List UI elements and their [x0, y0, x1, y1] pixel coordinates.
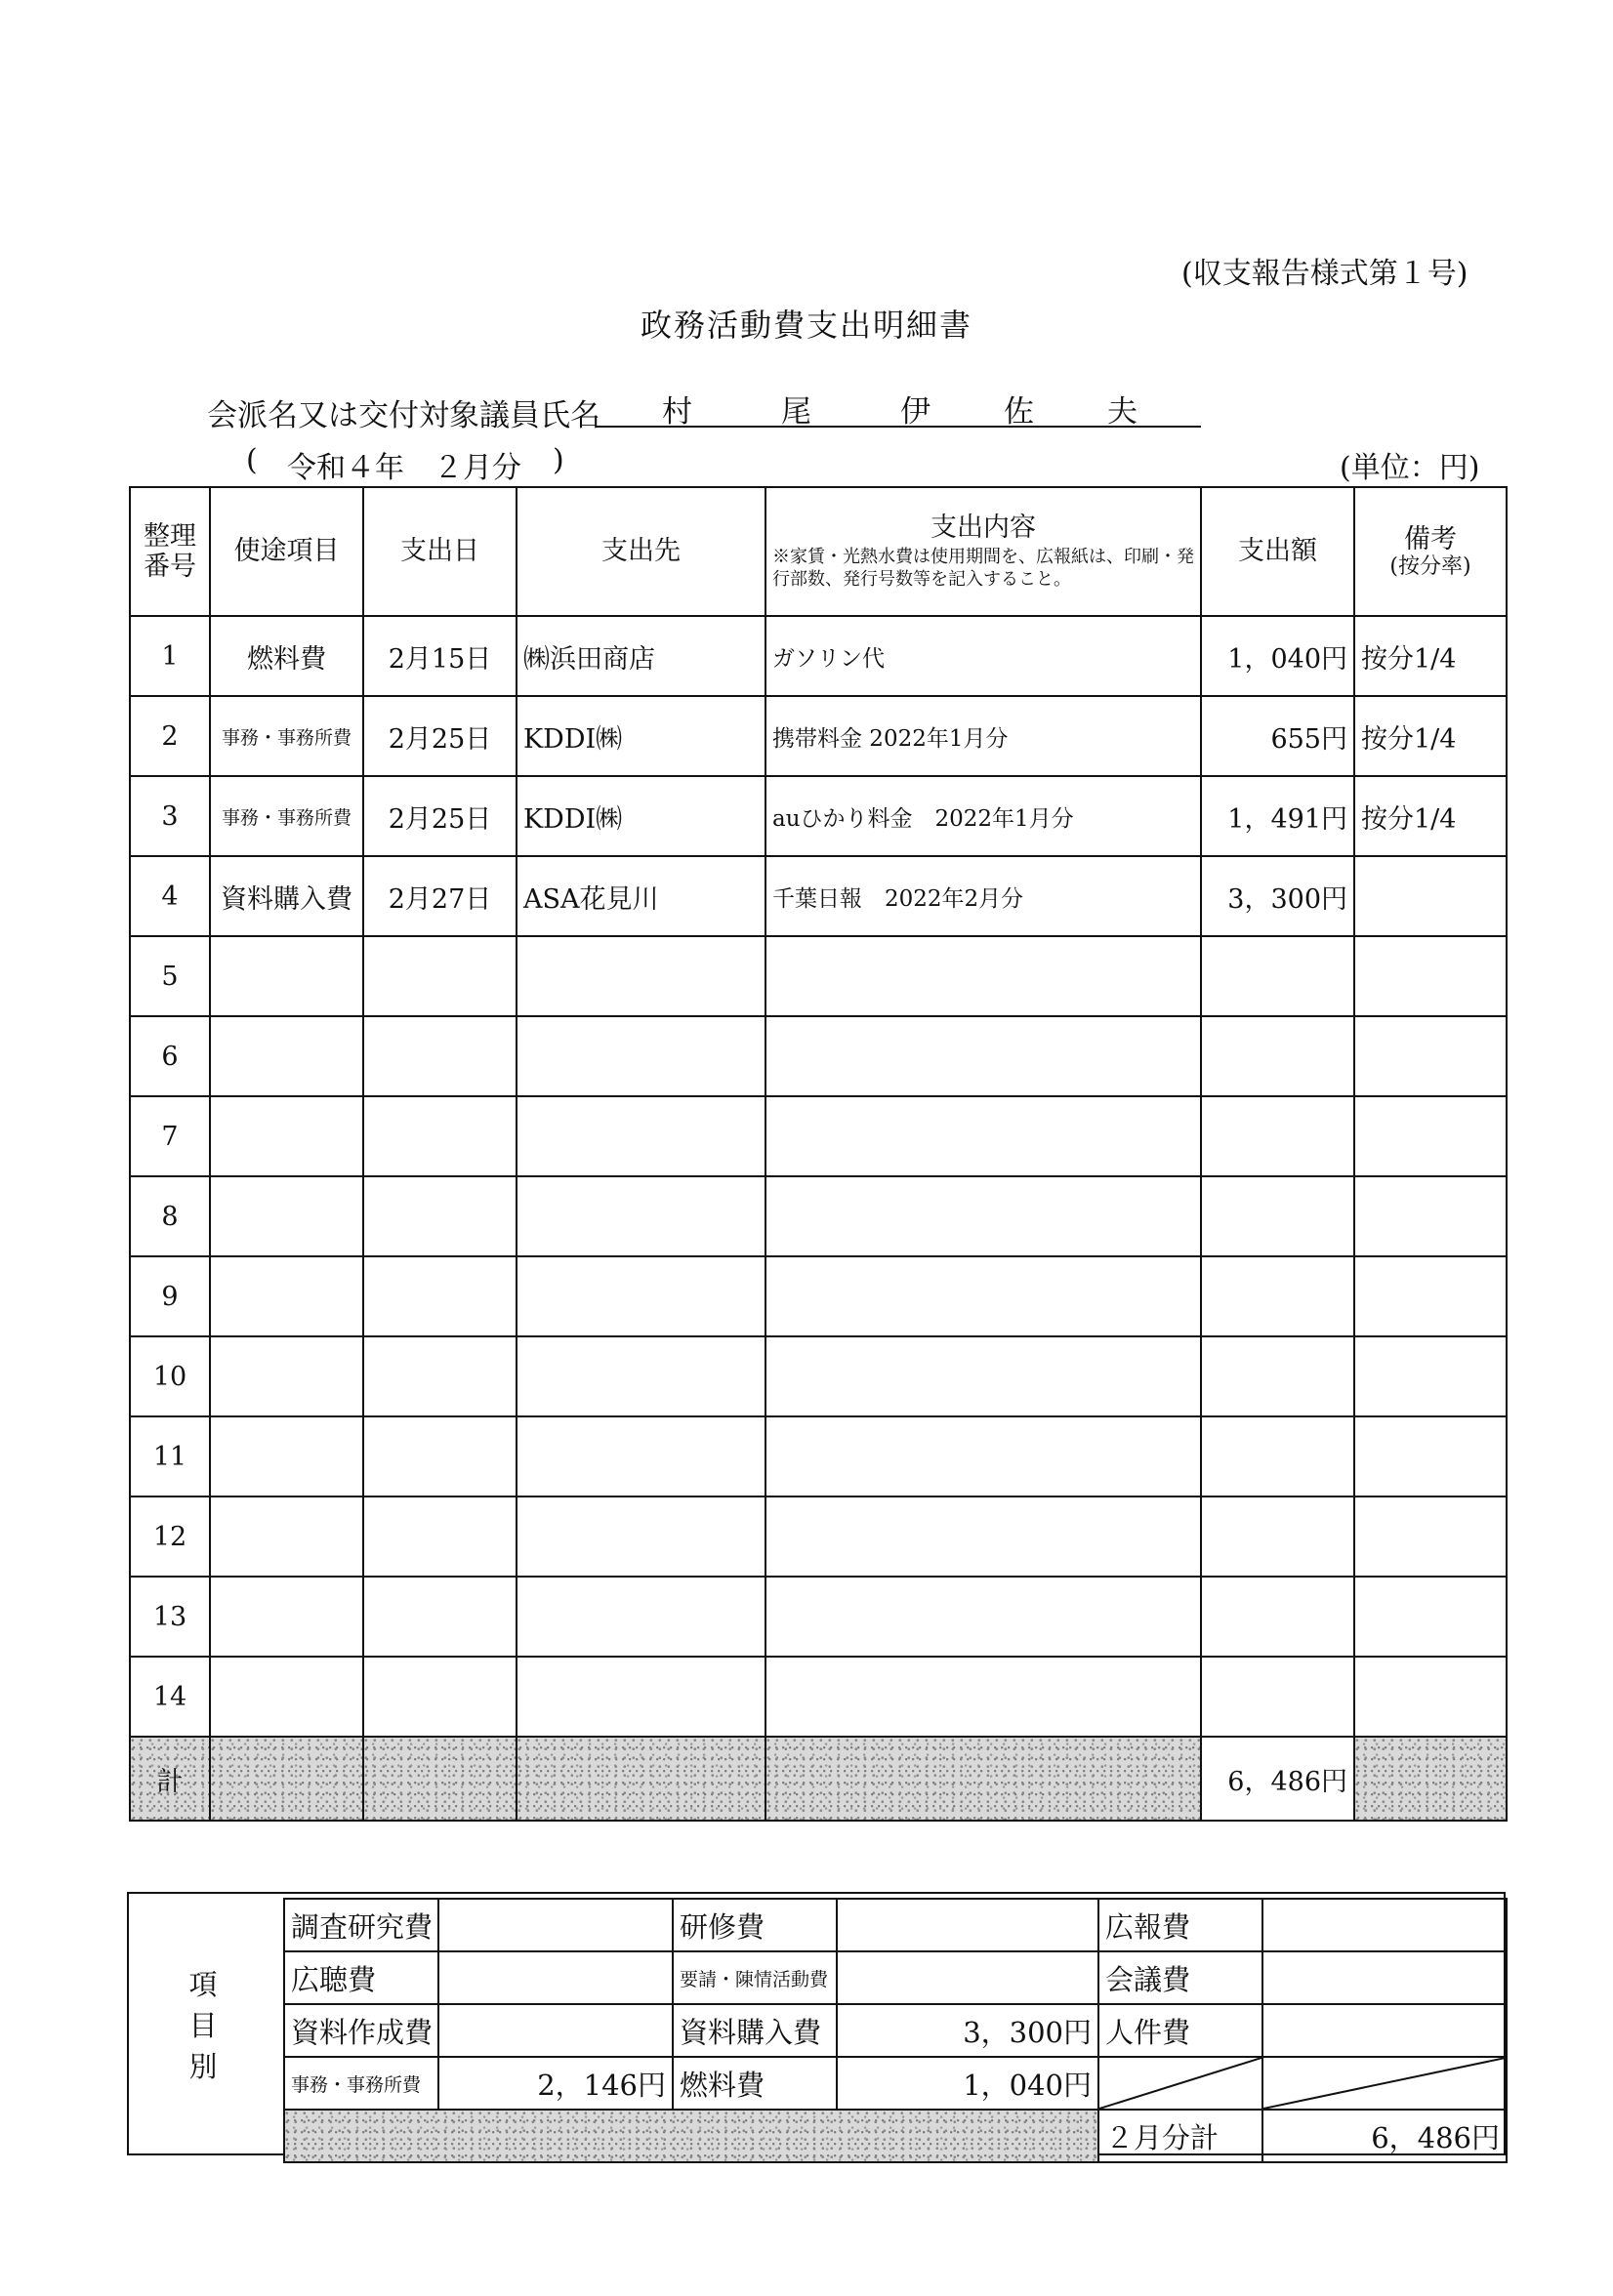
row-amount: [1201, 1016, 1354, 1096]
row-content: [765, 1016, 1201, 1096]
row-item: [210, 936, 363, 1016]
row-payee: ASA花見川: [517, 856, 765, 936]
category-label-char: 目: [188, 2009, 218, 2042]
row-remarks: [1354, 1657, 1507, 1737]
row-item: [210, 1577, 363, 1657]
row-content: [765, 1577, 1201, 1657]
summary-row: [284, 2004, 1507, 2057]
materials-purchase-label: 資料購入費: [673, 2004, 837, 2057]
row-amount: 1，040円: [1201, 616, 1354, 696]
pr-label: 広報費: [1098, 1899, 1262, 1951]
row-payee: [517, 1336, 765, 1416]
row-content: [765, 1416, 1201, 1496]
fuel-amount: 1，040円: [837, 2057, 1098, 2110]
summary-row: [284, 1951, 1507, 2004]
row-amount: 655円: [1201, 696, 1354, 776]
row-item: [210, 1496, 363, 1577]
row-content: [765, 1176, 1201, 1256]
row-remarks: [1354, 1416, 1507, 1496]
row-no: 7: [130, 1096, 210, 1176]
row-remarks: 按分1/4: [1354, 696, 1507, 776]
struck-cell: [1262, 2057, 1507, 2110]
materials-creation-label: 資料作成費: [284, 2004, 438, 2057]
row-payee: [517, 1176, 765, 1256]
research-amount: [438, 1899, 673, 1951]
table-row: [130, 616, 1507, 696]
row-payee: KDDI㈱: [517, 696, 765, 776]
row-item: 燃料費: [210, 616, 363, 696]
row-content: ガソリン代: [765, 616, 1201, 696]
total-amount: 6，486円: [1201, 1737, 1354, 1821]
personnel-amount: [1262, 2004, 1507, 2057]
member-name-char: 佐: [1004, 394, 1034, 430]
row-remarks: 按分1/4: [1354, 776, 1507, 856]
total-shaded-cell: [363, 1737, 517, 1821]
row-amount: [1201, 936, 1354, 1016]
category-section-label: [184, 1964, 223, 2087]
row-no: 11: [130, 1416, 210, 1496]
row-item: [210, 1336, 363, 1416]
row-date: [363, 1496, 517, 1577]
table-row: [130, 1336, 1507, 1416]
row-amount: [1201, 1256, 1354, 1336]
row-remarks: [1354, 1496, 1507, 1577]
row-payee: [517, 1657, 765, 1737]
row-amount: [1201, 1496, 1354, 1577]
row-content: auひかり料金 2022年1月分: [765, 776, 1201, 856]
row-no: 5: [130, 936, 210, 1016]
period-paren-open: (: [246, 443, 258, 477]
header-content: [765, 487, 1201, 616]
row-amount: [1201, 1096, 1354, 1176]
document-title: 政務活動費支出明細書: [640, 307, 972, 344]
header-date: 支出日: [363, 487, 517, 616]
header-no: [130, 487, 210, 616]
table-row: [130, 1096, 1507, 1176]
row-no: 6: [130, 1016, 210, 1096]
training-amount: [837, 1899, 1098, 1951]
total-row: [130, 1737, 1507, 1821]
row-date: 2月25日: [363, 776, 517, 856]
category-label-char: 別: [188, 2050, 218, 2083]
member-name-field: [596, 385, 1201, 428]
row-no: 1: [130, 616, 210, 696]
row-date: [363, 1096, 517, 1176]
hearing-label: 広聴費: [284, 1951, 438, 2004]
row-remarks: [1354, 1016, 1507, 1096]
meeting-amount: [1262, 1951, 1507, 2004]
row-payee: [517, 936, 765, 1016]
member-name-char: 伊: [900, 394, 931, 430]
row-amount: [1201, 1416, 1354, 1496]
expense-table: [129, 486, 1508, 1822]
month-total-label: ２月分計: [1098, 2110, 1262, 2162]
row-no: 3: [130, 776, 210, 856]
table-row: [130, 1496, 1507, 1577]
strike-line: [1263, 2058, 1506, 2109]
row-amount: [1201, 1657, 1354, 1737]
row-remarks: [1354, 1176, 1507, 1256]
member-name-char: 尾: [781, 394, 811, 430]
table-row: [130, 1256, 1507, 1336]
row-amount: 1，491円: [1201, 776, 1354, 856]
row-item: [210, 1176, 363, 1256]
member-name-char: 村: [662, 394, 692, 430]
row-content: [765, 936, 1201, 1016]
row-payee: KDDI㈱: [517, 776, 765, 856]
form-number: (収支報告様式第１号): [1181, 257, 1468, 291]
row-date: [363, 1577, 517, 1657]
row-remarks: [1354, 1256, 1507, 1336]
row-remarks: [1354, 1336, 1507, 1416]
row-item: [210, 1657, 363, 1737]
category-summary-table: [283, 1898, 1508, 2163]
faction-label: 会派名又は交付対象議員氏名: [207, 398, 600, 433]
pr-amount: [1262, 1899, 1507, 1951]
summary-row: [284, 1899, 1507, 1951]
summary-row: [284, 2057, 1507, 2110]
header-amount: 支出額: [1201, 487, 1354, 616]
header-remarks-title: 備考: [1404, 523, 1457, 554]
member-name-char: 夫: [1107, 394, 1137, 430]
table-row: [130, 936, 1507, 1016]
row-date: [363, 1336, 517, 1416]
row-content: [765, 1336, 1201, 1416]
total-shaded-cell: [1354, 1737, 1507, 1821]
row-date: 2月25日: [363, 696, 517, 776]
struck-cell: [1098, 2057, 1262, 2110]
materials-purchase-amount: 3，300円: [837, 2004, 1098, 2057]
total-shaded-cell: [765, 1737, 1201, 1821]
materials-creation-amount: [438, 2004, 673, 2057]
row-content: [765, 1256, 1201, 1336]
category-label-char: 項: [188, 1968, 218, 2001]
row-no: 13: [130, 1577, 210, 1657]
row-amount: 3，300円: [1201, 856, 1354, 936]
row-no: 14: [130, 1657, 210, 1737]
header-remarks: [1354, 487, 1507, 616]
row-payee: [517, 1416, 765, 1496]
summary-shaded-cell: [284, 2110, 1098, 2162]
petition-label: 要請・陳情活動費: [673, 1951, 837, 2004]
row-no: 4: [130, 856, 210, 936]
row-content: [765, 1096, 1201, 1176]
office-label: 事務・事務所費: [284, 2057, 438, 2110]
row-no: 8: [130, 1176, 210, 1256]
month-total-amount: 6，486円: [1262, 2110, 1507, 2162]
row-remarks: [1354, 856, 1507, 936]
row-date: 2月27日: [363, 856, 517, 936]
row-remarks: [1354, 936, 1507, 1016]
header-payee: 支出先: [517, 487, 765, 616]
period-paren-close: ): [553, 443, 564, 477]
row-content: [765, 1496, 1201, 1577]
table-row: [130, 776, 1507, 856]
total-label: 計: [130, 1737, 210, 1821]
row-no: 2: [130, 696, 210, 776]
row-content: 携帯料金 2022年1月分: [765, 696, 1201, 776]
row-payee: [517, 1577, 765, 1657]
row-payee: [517, 1016, 765, 1096]
row-item: 事務・事務所費: [210, 696, 363, 776]
header-no-text: 整理番号: [144, 520, 196, 582]
strike-line: [1099, 2058, 1261, 2109]
header-remarks-sub: (按分率): [1389, 554, 1471, 579]
table-row: [130, 696, 1507, 776]
row-no: 9: [130, 1256, 210, 1336]
header-content-title: 支出内容: [931, 512, 1036, 543]
fuel-label: 燃料費: [673, 2057, 837, 2110]
total-shaded-cell: [210, 1737, 363, 1821]
training-label: 研修費: [673, 1899, 837, 1951]
personnel-label: 人件費: [1098, 2004, 1262, 2057]
row-date: [363, 1657, 517, 1737]
period: 令和４年 ２月分: [287, 451, 521, 485]
table-row: [130, 856, 1507, 936]
table-row: [130, 1577, 1507, 1657]
row-item: 事務・事務所費: [210, 776, 363, 856]
row-item: [210, 1416, 363, 1496]
meeting-label: 会議費: [1098, 1951, 1262, 2004]
table-row: [130, 1016, 1507, 1096]
total-shaded-cell: [517, 1737, 765, 1821]
row-no: 10: [130, 1336, 210, 1416]
petition-amount: [837, 1951, 1098, 2004]
row-item: [210, 1096, 363, 1176]
row-payee: [517, 1496, 765, 1577]
row-content: [765, 1657, 1201, 1737]
hearing-amount: [438, 1951, 673, 2004]
header-content-note: ※家賃・光熱水費は使用期間を、広報紙は、印刷・発行部数、発行号数等を記入すること。: [772, 547, 1194, 590]
row-date: [363, 1416, 517, 1496]
row-payee: [517, 1256, 765, 1336]
header-item: 使途項目: [210, 487, 363, 616]
summary-total-row: [284, 2110, 1507, 2162]
row-amount: [1201, 1336, 1354, 1416]
row-no: 12: [130, 1496, 210, 1577]
table-row: [130, 1657, 1507, 1737]
row-item: 資料購入費: [210, 856, 363, 936]
row-item: [210, 1016, 363, 1096]
row-amount: [1201, 1577, 1354, 1657]
table-row: [130, 1176, 1507, 1256]
row-remarks: [1354, 1577, 1507, 1657]
row-date: [363, 1016, 517, 1096]
row-date: [363, 1256, 517, 1336]
unit-note: (単位：円): [1340, 451, 1480, 485]
row-remarks: [1354, 1096, 1507, 1176]
row-date: 2月15日: [363, 616, 517, 696]
row-payee: [517, 1096, 765, 1176]
research-label: 調査研究費: [284, 1899, 438, 1951]
row-date: [363, 936, 517, 1016]
row-amount: [1201, 1176, 1354, 1256]
row-date: [363, 1176, 517, 1256]
table-header-row: [130, 487, 1507, 616]
table-row: [130, 1416, 1507, 1496]
row-content: 千葉日報 2022年2月分: [765, 856, 1201, 936]
row-remarks: 按分1/4: [1354, 616, 1507, 696]
office-amount: 2，146円: [438, 2057, 673, 2110]
row-payee: ㈱浜田商店: [517, 616, 765, 696]
row-item: [210, 1256, 363, 1336]
